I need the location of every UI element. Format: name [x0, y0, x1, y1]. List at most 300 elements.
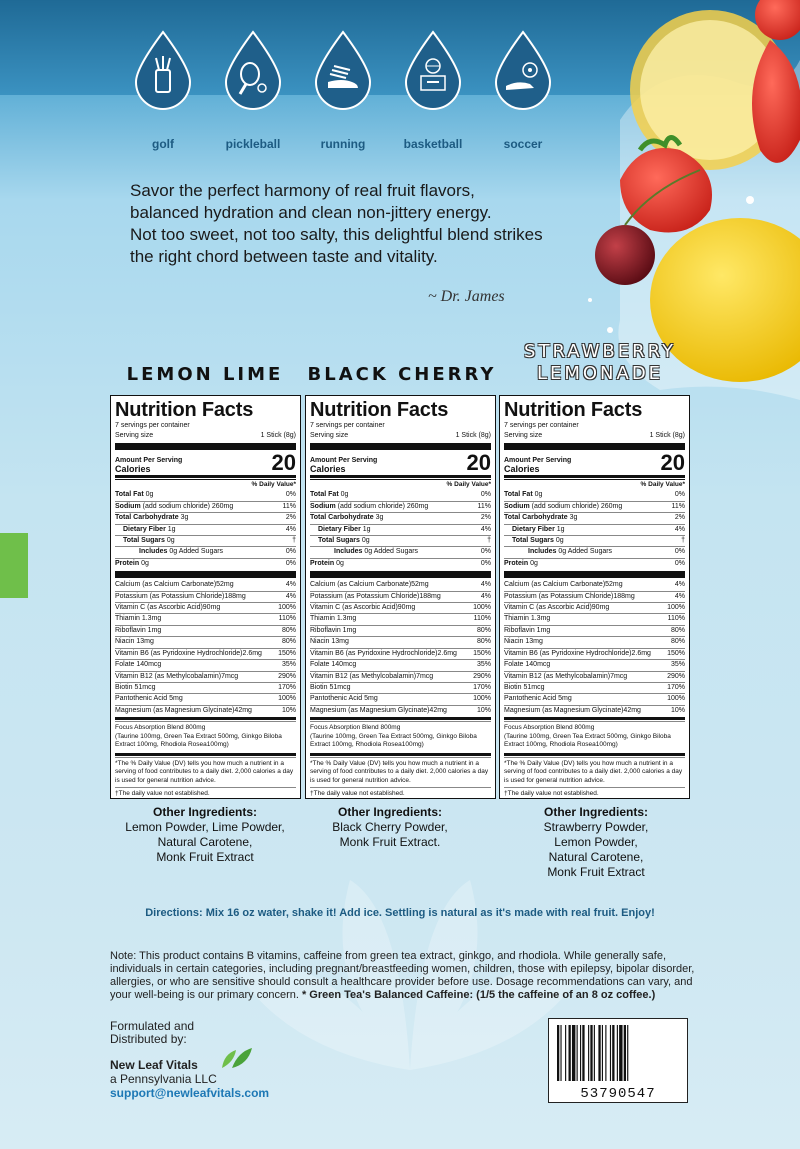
nf-vitamin-dv: 100% — [278, 604, 296, 612]
nf-vitamin-label: Biotin 51mcg — [115, 683, 156, 691]
barcode-bar — [627, 1025, 628, 1081]
nf-nutrient-amount: 1g — [165, 525, 176, 533]
nf-nutrient-row — [310, 546, 491, 557]
nf-servings: 7 servings per container — [310, 422, 385, 429]
nf-serving-size-value: 1 Stick (8g) — [260, 432, 296, 439]
nf-vitamin-label: Thiamin 1.3mg — [115, 615, 162, 623]
nf-nutrient-name: Dietary Fiber — [123, 525, 166, 533]
nf-vitamin-label: Thiamin 1.3mg — [504, 615, 551, 623]
nf-nutrient-dv: 4% — [285, 525, 296, 533]
nf-nutrient-label — [115, 490, 153, 500]
ingredient-line: Black Cherry Powder, — [332, 820, 448, 834]
nf-nutrient-label — [504, 502, 622, 512]
nf-dv-header: % Daily Value* — [504, 479, 685, 490]
barcode-bar — [605, 1025, 606, 1081]
nf-footnote-dagger: †The daily value not established. — [504, 787, 685, 801]
nf-vitamin-dv: 150% — [278, 649, 296, 657]
nf-vitamin-row — [115, 682, 296, 693]
nf-vitamin-label: Magnesium (as Magnesium Glycinate)42mg — [310, 706, 447, 714]
nf-vitamin-dv: 100% — [473, 604, 491, 612]
nf-nutrient-dv: 11% — [671, 502, 685, 510]
nf-vitamin-label: Vitamin B12 (as Methylcobalamin)7mcg — [504, 672, 628, 680]
nf-vitamin-dv: 4% — [674, 581, 685, 589]
nf-nutrient-row — [115, 501, 296, 512]
nf-nutrient-name: Total Carbohydrate — [115, 514, 179, 522]
nf-nutrient-name: Protein — [504, 559, 529, 567]
green-side-tab — [0, 533, 28, 598]
nf-vitamin-dv: 4% — [285, 581, 296, 589]
fruit-splash-illustration — [580, 0, 800, 400]
barcode-bar — [588, 1025, 589, 1081]
golf-bag-icon — [132, 30, 194, 110]
nf-nutrient-amount: 0g — [528, 559, 538, 567]
nf-blend: Focus Absorption Blend 800mg — [310, 724, 401, 732]
nf-vitamin-row — [115, 602, 296, 613]
nf-nutrient-row — [115, 558, 296, 569]
nf-vitamin-dv: 4% — [285, 592, 296, 600]
nf-calories-value: 20 — [660, 450, 685, 476]
flavor-title-strawberry-lemonade — [500, 341, 700, 385]
nf-nutrient-label — [504, 536, 564, 546]
nf-vitamin-label: Folate 140mcg — [504, 661, 551, 669]
nf-nutrient-amount: 1g — [360, 525, 371, 533]
nf-nutrient-label — [310, 547, 418, 557]
nf-vitamin-label: Riboflavin 1mg — [504, 626, 551, 634]
nf-amount-per-serving: Amount Per Serving — [310, 457, 378, 465]
nf-nutrient-dv: 2% — [285, 514, 296, 522]
barcode-bar — [565, 1025, 566, 1081]
nf-vitamin-label: Vitamin B6 (as Pyridoxine Hydrochloride)2.6mg — [310, 649, 457, 657]
nf-nutrient-label — [115, 559, 149, 569]
intro-line: Savor the perfect harmony of real fruit flavors, — [130, 181, 475, 200]
nf-vitamin-row — [310, 636, 491, 647]
nf-vitamin-label: Potassium (as Potassium Chloride)188mg — [115, 592, 246, 600]
nf-nutrient-dv: 0% — [480, 548, 491, 556]
nf-nutrient-name: Sodium — [310, 502, 336, 510]
nf-nutrient-amount: 1g — [554, 525, 565, 533]
nf-nutrient-row — [310, 490, 491, 500]
nf-nutrient-amount: 0g — [139, 559, 149, 567]
nf-vitamin-label: Vitamin B12 (as Methylcobalamin)7mcg — [310, 672, 434, 680]
barcode-bar — [624, 1025, 626, 1081]
nf-title: Nutrition Facts — [504, 399, 643, 421]
nf-nutrient-label — [115, 513, 188, 523]
nf-vitamin-label: Folate 140mcg — [115, 661, 162, 669]
nf-nutrient-row — [310, 535, 491, 546]
nf-nutrient-label — [115, 547, 223, 557]
nf-nutrient-row — [115, 546, 296, 557]
nf-nutrient-amount: 0g — [334, 559, 344, 567]
nf-vitamin-row — [504, 693, 685, 704]
nf-vitamin-label: Niacin 13mg — [115, 638, 154, 646]
nf-dv-header: % Daily Value* — [115, 479, 296, 490]
nf-vitamin-dv: 80% — [281, 626, 296, 634]
flavor-title-line: LEMONADE — [536, 363, 664, 384]
nf-nutrient-dv: 4% — [674, 525, 685, 533]
nf-vitamin-row — [310, 613, 491, 624]
nf-nutrient-amount: 0g — [143, 491, 154, 499]
nf-serving-size-label: Serving size — [310, 432, 349, 439]
nf-calories-label: Calories — [504, 464, 540, 475]
nf-calories-label: Calories — [310, 464, 346, 475]
nf-vitamin-dv: 290% — [278, 672, 296, 680]
nf-nutrient-name: Includes — [139, 548, 168, 556]
nf-nutrient-dv: † — [487, 537, 491, 545]
nf-nutrient-name: Total Fat — [115, 491, 144, 499]
nf-nutrient-amount: (add sodium chloride) 260mg — [140, 502, 234, 510]
nf-nutrient-dv: † — [292, 537, 296, 545]
nf-nutrient-row — [504, 501, 685, 512]
nf-footnote-dv: *The % Daily Value (DV) tells you how much a nutrient in a serving of food contributes to a daily diet. 2,000 calories a day is used for general nutrition advice. — [310, 757, 491, 788]
nf-nutrient-label — [504, 513, 577, 523]
nf-nutrient-dv: 0% — [674, 559, 685, 567]
nf-vitamin-label: Biotin 51mcg — [310, 683, 351, 691]
basketball-hoop-icon — [402, 30, 464, 110]
nf-nutrient-label — [310, 536, 370, 546]
nf-blend-detail: (Taurine 100mg, Green Tea Extract 500mg, Ginkgo Biloba Extract 100mg, Rhodiola Rosea100mg) — [115, 732, 282, 749]
nutrition-facts-lemon-lime — [110, 395, 301, 799]
nf-vitamin-dv: 170% — [473, 683, 491, 691]
nf-serving-size-label: Serving size — [115, 432, 154, 439]
company-name: New Leaf Vitals — [110, 1058, 198, 1072]
barcode-bar — [619, 1025, 622, 1081]
nf-vitamin-label: Magnesium (as Magnesium Glycinate)42mg — [115, 706, 252, 714]
nf-nutrient-label — [310, 559, 344, 569]
barcode-bar — [560, 1025, 561, 1081]
nf-nutrient-label — [310, 513, 383, 523]
barcode-bar — [594, 1025, 595, 1081]
nf-nutrient-amount: 0g — [338, 491, 349, 499]
note-caffeine: * Green Tea's Balanced Caffeine: (1/5 the caffeine of an 8 oz coffee.) — [301, 989, 656, 1001]
nf-nutrient-row — [115, 490, 296, 500]
nf-vitamin-row — [310, 705, 491, 716]
nf-rows-b — [115, 580, 296, 716]
ingredient-line: Monk Fruit Extract — [547, 865, 645, 879]
nf-nutrient-row — [115, 512, 296, 523]
nf-footnote-dv: *The % Daily Value (DV) tells you how much a nutrient in a serving of food contributes to a daily diet. 2,000 calories a day is used for general nutrition advice. — [504, 757, 685, 788]
sport-soccer — [488, 30, 558, 155]
nf-nutrient-name: Total Carbohydrate — [504, 514, 568, 522]
ingredients-strawberry-lemonade — [496, 805, 696, 880]
nf-vitamin-label: Vitamin C (as Ascorbic Acid)90mg — [115, 604, 221, 612]
note-text: Note: This product contains B vitamins, caffeine from green tea extract, ginkgo, and rhodiola. While generally safe, individuals in certain categories, including pregnant/breastfeeding women, children, those with epilepsy, bipolar disorder, allergies, or who are sensitive should consult a healthcare provider before use. Dosage recommendations can vary, and your well-being is our primary concern. — [110, 950, 695, 1001]
nf-nutrient-name: Includes — [334, 548, 363, 556]
nf-vitamin-dv: 4% — [480, 581, 491, 589]
nf-vitamin-label: Vitamin C (as Ascorbic Acid)90mg — [310, 604, 416, 612]
nf-vitamin-dv: 4% — [674, 592, 685, 600]
nf-nutrient-row — [504, 490, 685, 500]
nf-footnote-dagger: †The daily value not established. — [310, 787, 491, 801]
nutrition-facts-black-cherry — [305, 395, 496, 799]
nf-vitamin-label: Magnesium (as Magnesium Glycinate)42mg — [504, 706, 641, 714]
nf-vitamin-label: Vitamin B12 (as Methylcobalamin)7mcg — [115, 672, 239, 680]
nf-amount-per-serving: Amount Per Serving — [504, 457, 572, 465]
nf-nutrient-amount: 0g Added Sugars — [167, 548, 224, 556]
nf-vitamin-label: Folate 140mcg — [310, 661, 357, 669]
nf-vitamin-dv: 100% — [667, 695, 685, 703]
nf-nutrient-label — [115, 525, 176, 535]
nf-vitamin-row — [115, 659, 296, 670]
winged-shoe-icon — [312, 30, 374, 110]
nf-vitamin-row — [504, 636, 685, 647]
nf-vitamin-row — [115, 693, 296, 704]
ingredient-line: Lemon Powder, Lime Powder, — [125, 820, 285, 834]
nf-nutrient-row — [504, 558, 685, 569]
nf-vitamin-row — [504, 682, 685, 693]
nf-nutrient-dv: 11% — [477, 502, 491, 510]
barcode-bar — [582, 1025, 584, 1081]
nf-vitamin-dv: 80% — [476, 638, 491, 646]
nf-vitamin-dv: 110% — [278, 615, 296, 623]
barcode-bar — [610, 1025, 611, 1081]
nf-vitamin-dv: 110% — [667, 615, 685, 623]
ingredients-heading: Other Ingredients: — [152, 805, 257, 819]
nf-blend: Focus Absorption Blend 800mg — [504, 724, 595, 732]
nf-blend-detail: (Taurine 100mg, Green Tea Extract 500mg, Ginkgo Biloba Extract 100mg, Rhodiola Rosea100mg) — [310, 732, 477, 749]
nf-nutrient-name: Includes — [528, 548, 557, 556]
nf-calories-value: 20 — [466, 450, 491, 476]
sport-golf — [128, 30, 198, 155]
nf-serving-size-value: 1 Stick (8g) — [649, 432, 685, 439]
nf-nutrient-name: Total Fat — [504, 491, 533, 499]
signature: ~ Dr. James — [428, 288, 505, 305]
nf-rows-b — [310, 580, 491, 716]
intro-line: the right chord between taste and vitality. — [130, 247, 438, 266]
nf-nutrient-name: Protein — [310, 559, 335, 567]
nf-vitamin-row — [310, 693, 491, 704]
nf-vitamin-dv: 170% — [667, 683, 685, 691]
sport-label: basketball — [403, 137, 463, 151]
nf-nutrient-row — [310, 512, 491, 523]
nf-nutrient-name: Sodium — [504, 502, 530, 510]
nf-nutrient-dv: 2% — [674, 514, 685, 522]
nf-nutrient-amount: 0g Added Sugars — [362, 548, 419, 556]
nf-vitamin-dv: 10% — [670, 706, 685, 714]
nf-nutrient-label — [310, 525, 371, 535]
barcode-bar — [612, 1025, 614, 1081]
nf-nutrient-name: Total Carbohydrate — [310, 514, 374, 522]
nf-dv-header: % Daily Value* — [310, 479, 491, 490]
nf-nutrient-amount: (add sodium chloride) 260mg — [335, 502, 429, 510]
nf-vitamin-row — [504, 671, 685, 682]
nf-vitamin-row — [504, 602, 685, 613]
nf-nutrient-name: Total Fat — [310, 491, 339, 499]
nf-vitamin-dv: 100% — [278, 695, 296, 703]
nf-serving-size-value: 1 Stick (8g) — [455, 432, 491, 439]
nf-vitamin-label: Calcium (as Calcium Carbonate)52mg — [310, 581, 429, 589]
directions: Directions: Mix 16 oz water, shake it! Add ice. Settling is natural as it's made with real fruit. Enjoy! — [145, 907, 655, 919]
barcode-bars — [557, 1025, 679, 1081]
nf-vitamin-row — [504, 625, 685, 636]
nf-rows-a — [115, 490, 296, 569]
formulated-by: Formulated and Distributed by: — [110, 1019, 195, 1046]
nf-title: Nutrition Facts — [310, 399, 449, 421]
nf-rows-a — [310, 490, 491, 569]
nf-nutrient-amount: 3g — [178, 514, 189, 522]
nf-vitamin-label: Niacin 13mg — [504, 638, 543, 646]
nf-nutrient-amount: 3g — [373, 514, 384, 522]
nf-vitamin-row — [310, 671, 491, 682]
nf-nutrient-amount: 0g — [532, 491, 543, 499]
support-email-link[interactable]: support@newleafvitals.com — [110, 1086, 270, 1100]
nf-nutrient-name: Protein — [115, 559, 140, 567]
nf-nutrient-label — [504, 559, 538, 569]
nf-nutrient-dv: 0% — [480, 491, 491, 499]
flavor-title-lemon-lime: LEMON LIME — [126, 364, 284, 385]
nf-calories-value: 20 — [271, 450, 296, 476]
sport-label: pickleball — [225, 137, 281, 151]
nf-nutrient-row — [504, 512, 685, 523]
intro-text — [130, 180, 600, 268]
nf-nutrient-dv: 0% — [674, 548, 685, 556]
nf-rows-a — [504, 490, 685, 569]
nf-vitamin-row — [115, 580, 296, 590]
nf-vitamin-row — [115, 705, 296, 716]
barcode-bar — [598, 1025, 600, 1081]
nf-nutrient-dv: 0% — [674, 491, 685, 499]
nf-nutrient-row — [310, 501, 491, 512]
nf-nutrient-row — [310, 558, 491, 569]
nf-blend-detail: (Taurine 100mg, Green Tea Extract 500mg, Ginkgo Biloba Extract 100mg, Rhodiola Rosea100mg) — [504, 732, 671, 749]
ingredients-heading: Other Ingredients: — [337, 805, 442, 819]
nf-nutrient-dv: 0% — [480, 559, 491, 567]
intro-line: balanced hydration and clean non-jittery energy. — [130, 203, 492, 222]
nf-nutrient-dv: 2% — [480, 514, 491, 522]
nf-vitamin-row — [504, 591, 685, 602]
nf-nutrient-label — [115, 502, 233, 512]
sport-pickleball — [218, 30, 288, 155]
nf-vitamin-row — [115, 591, 296, 602]
nf-vitamin-label: Riboflavin 1mg — [310, 626, 357, 634]
nf-nutrient-label — [115, 536, 175, 546]
nf-vitamin-label: Riboflavin 1mg — [115, 626, 162, 634]
barcode-bar — [572, 1025, 575, 1081]
nf-nutrient-row — [504, 546, 685, 557]
sport-label: soccer — [503, 137, 543, 151]
safety-note — [110, 950, 695, 1002]
nf-nutrient-dv: † — [681, 537, 685, 545]
nf-vitamin-row — [310, 682, 491, 693]
nf-vitamin-label: Calcium (as Calcium Carbonate)52mg — [504, 581, 623, 589]
nf-vitamin-dv: 170% — [278, 683, 296, 691]
nf-nutrient-amount: 0g — [553, 537, 564, 545]
nf-nutrient-dv: 4% — [480, 525, 491, 533]
nf-nutrient-amount: (add sodium chloride) 260mg — [529, 502, 623, 510]
nf-vitamin-label: Niacin 13mg — [310, 638, 349, 646]
nf-nutrient-dv: 0% — [285, 548, 296, 556]
nf-vitamin-row — [504, 613, 685, 624]
nf-vitamin-dv: 290% — [667, 672, 685, 680]
nf-serving-size-label: Serving size — [504, 432, 543, 439]
nf-servings: 7 servings per container — [504, 422, 579, 429]
nf-calories-label: Calories — [115, 464, 151, 475]
nf-vitamin-row — [115, 625, 296, 636]
nf-vitamin-row — [115, 613, 296, 624]
nf-vitamin-row — [115, 648, 296, 659]
nf-nutrient-label — [504, 525, 565, 535]
nf-vitamin-dv: 35% — [281, 661, 296, 669]
sport-running — [308, 30, 378, 155]
ingredient-line: Natural Carotene, — [157, 835, 253, 849]
nf-vitamin-label: Biotin 51mcg — [504, 683, 545, 691]
nutrition-facts-strawberry-lemonade — [499, 395, 690, 799]
nf-amount-per-serving: Amount Per Serving — [115, 457, 183, 465]
sports-row — [128, 30, 568, 160]
nf-nutrient-dv: 0% — [285, 559, 296, 567]
nf-vitamin-label: Vitamin C (as Ascorbic Acid)90mg — [504, 604, 610, 612]
nf-nutrient-row — [115, 524, 296, 535]
nf-vitamin-dv: 10% — [281, 706, 296, 714]
intro-line: Not too sweet, not too salty, this delightful blend strikes — [130, 225, 543, 244]
nf-vitamin-row — [504, 659, 685, 670]
nf-vitamin-row — [310, 591, 491, 602]
ingredient-line: Lemon Powder, — [554, 835, 638, 849]
ingredient-line: Strawberry Powder, — [543, 820, 649, 834]
barcode-bar — [557, 1025, 559, 1081]
nf-nutrient-row — [115, 535, 296, 546]
barcode-bar — [602, 1025, 603, 1081]
nf-vitamin-dv: 290% — [473, 672, 491, 680]
ingredients-black-cherry — [290, 805, 490, 850]
nf-vitamin-row — [504, 705, 685, 716]
company-info — [110, 1058, 269, 1100]
nf-nutrient-amount: 0g — [164, 537, 175, 545]
nf-vitamin-row — [310, 625, 491, 636]
nf-nutrient-label — [310, 490, 348, 500]
nf-nutrient-name: Total Sugars — [123, 537, 165, 545]
ingredient-line: Monk Fruit Extract. — [339, 835, 441, 849]
nf-vitamin-row — [310, 659, 491, 670]
nf-footnote-dagger: †The daily value not established. — [115, 787, 296, 801]
nf-vitamin-row — [310, 602, 491, 613]
nf-vitamin-row — [310, 580, 491, 590]
nf-nutrient-dv: 11% — [282, 502, 296, 510]
nf-vitamin-dv: 35% — [476, 661, 491, 669]
barcode-bar — [580, 1025, 581, 1081]
nf-vitamin-dv: 100% — [473, 695, 491, 703]
nf-servings: 7 servings per container — [115, 422, 190, 429]
nf-vitamin-dv: 80% — [670, 626, 685, 634]
sport-label: golf — [152, 137, 174, 151]
nf-vitamin-dv: 80% — [670, 638, 685, 646]
barcode-bar — [569, 1025, 571, 1081]
barcode-bar — [577, 1025, 578, 1081]
nf-vitamin-label: Vitamin B6 (as Pyridoxine Hydrochloride)2.6mg — [115, 649, 262, 657]
barcode-bar — [590, 1025, 592, 1081]
nf-vitamin-label: Pantothenic Acid 5mg — [115, 695, 183, 703]
sport-basketball — [398, 30, 468, 155]
nf-vitamin-label: Pantothenic Acid 5mg — [310, 695, 378, 703]
nf-nutrient-row — [504, 524, 685, 535]
nf-vitamin-label: Thiamin 1.3mg — [310, 615, 357, 623]
nf-nutrient-amount: 3g — [567, 514, 578, 522]
nf-vitamin-row — [115, 671, 296, 682]
nf-vitamin-label: Pantothenic Acid 5mg — [504, 695, 572, 703]
nf-nutrient-name: Dietary Fiber — [318, 525, 361, 533]
nf-blend: Focus Absorption Blend 800mg — [115, 724, 206, 732]
nf-nutrient-dv: 0% — [285, 491, 296, 499]
nf-vitamin-dv: 110% — [473, 615, 491, 623]
nf-nutrient-name: Sodium — [115, 502, 141, 510]
nf-vitamin-label: Calcium (as Calcium Carbonate)52mg — [115, 581, 234, 589]
flavor-title-black-cherry: BLACK CHERRY — [307, 364, 497, 385]
pickleball-paddle-icon — [222, 30, 284, 110]
nf-vitamin-label: Vitamin B6 (as Pyridoxine Hydrochloride)2.6mg — [504, 649, 651, 657]
ingredient-line: Natural Carotene, — [548, 850, 644, 864]
flavor-title-line: STRAWBERRY — [524, 341, 676, 362]
company-state: a Pennsylvania LLC — [110, 1072, 217, 1086]
nf-vitamin-dv: 10% — [476, 706, 491, 714]
